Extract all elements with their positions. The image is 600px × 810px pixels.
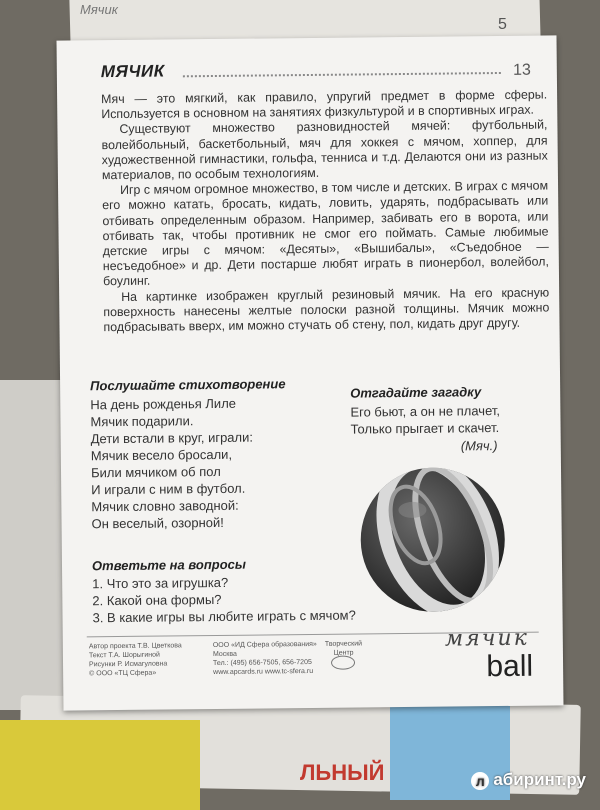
- labirint-logo-icon: л: [471, 772, 489, 790]
- paragraph-2: Существуют множество разновидностей мячей: футбольный, волейбольный, баскетбольный, мяч для хоккея с мячом, хоппер, для художественной гимнастики, гольфа, тенниса и т.д. Делаются они из разных материалов, по особым технологиям.: [101, 117, 548, 183]
- footer-line: Тел.: (495) 656-7505, 656-7205: [213, 658, 312, 668]
- sfera-logo-icon: [331, 656, 355, 670]
- footer-line: Рисунки Р. Исмагуловна: [89, 660, 168, 669]
- question-item: 1. Что это за игрушка?: [92, 574, 229, 592]
- question-item: 2. Какой она формы?: [92, 591, 222, 609]
- footer-credits: [89, 641, 182, 678]
- ball-illustration: [357, 464, 509, 616]
- background-card-left: [0, 380, 70, 710]
- card-page-number: 13: [512, 61, 531, 79]
- bottom-card-text: ЛЬНЫЙ: [300, 760, 385, 785]
- flashcard: [57, 35, 564, 710]
- yellow-card: [0, 720, 200, 810]
- question-item: 3. В какие игры вы любите играть с мячом?: [92, 607, 356, 626]
- poem-line: Мячик весело бросали,: [90, 446, 233, 464]
- riddle-answer: (Мяч.): [460, 438, 498, 454]
- poem-line: Мячик словно заводной:: [91, 497, 239, 515]
- watermark-text: абиринт.ру: [493, 770, 586, 789]
- poem-line: Били мячиком об пол: [90, 463, 221, 481]
- footer-line: ООО «ИД Сфера образования»: [212, 640, 317, 650]
- riddle-line: Его бьют, а он не плачет,: [350, 403, 501, 420]
- paragraph-1: Мяч — это мягкий, как правило, упругий предмет в форме сферы. Используется в основном на занятиях физкультурой и в спортивных играх.: [101, 87, 548, 122]
- footer-line: Автор проекта Т.В. Цветкова: [88, 642, 182, 651]
- card-description: [101, 88, 550, 336]
- footer-line: Творческий: [324, 640, 363, 648]
- footer-line: Москва: [212, 650, 237, 659]
- questions-heading: Ответьте на вопросы: [91, 556, 247, 574]
- footer-publisher: [213, 640, 317, 677]
- poem-line: Дети встали в круг, играли:: [90, 429, 254, 447]
- poem-line: И играли с ним в футбол.: [91, 480, 246, 498]
- riddle-line: Только прыгает и скачет.: [350, 420, 500, 437]
- poem-line: Он веселый, озорной!: [91, 514, 224, 532]
- labirint-watermark: [471, 770, 586, 790]
- questions-list: [92, 573, 356, 627]
- riddle: [350, 402, 500, 438]
- footer-line: Центр: [333, 649, 354, 657]
- previous-card-title: Мячик: [80, 2, 118, 17]
- poem: [90, 395, 254, 533]
- poem-line: Мячик подарили.: [90, 413, 194, 430]
- paragraph-4: На картинке изображен круглый резиновый мячик. На его красную поверхность нанесены желтые полоски разной толщины. Мячик можно подбрасывать вверх, им можно стучать об стену, пол, кидать друг другу.: [103, 285, 550, 335]
- footer-line: Текст Т.А. Шорыгиной: [88, 651, 160, 660]
- poem-heading: Послушайте стихотворение: [90, 376, 286, 394]
- paragraph-3: Игр с мячом огромное множество, в том числе и детских. В играх с мячом его можно катать, бросать, кидать, ловить, ударять, подбрасывать или отбивать определенным образом. Например, забивать его в ворота, или отбивать так, чтобы противник не смог его поймать. Самые любимые детские игры с мячом: «Десяты», «Вышибалы», «Съедобное — несъедобное» и др. Дети постарше любят играть в пионербол, волейбол, боулинг.: [102, 178, 549, 289]
- footer-line: www.apcards.ru www.tc-sfera.ru: [213, 667, 314, 677]
- riddle-heading: Отгадайте загадку: [350, 384, 482, 401]
- word-english: ball: [486, 649, 534, 684]
- poem-line: На день рожденья Лиле: [90, 395, 237, 413]
- previous-card-page-number: 5: [498, 16, 507, 33]
- card-title: МЯЧИК: [100, 61, 165, 82]
- word-handwritten: мячик: [444, 625, 529, 652]
- title-dotted-line: [183, 72, 501, 77]
- card-header: [101, 58, 541, 89]
- footer-line: © ООО «ТЦ Сфера»: [89, 669, 157, 678]
